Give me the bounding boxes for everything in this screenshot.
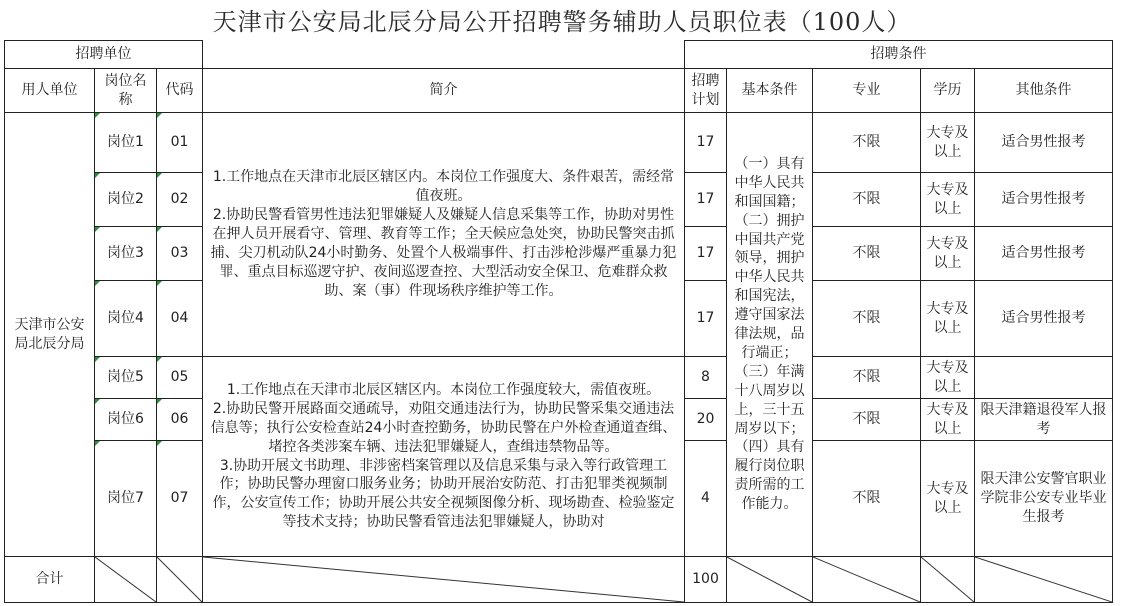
header-code: 代码 [157,69,203,113]
header-position-name: 岗位名称 [95,69,157,113]
row-6-major: 不限 [813,399,921,441]
row-4-other: 适合男性报考 [975,281,1113,357]
row-3-other: 适合男性报考 [975,227,1113,281]
row-4-education: 大专及以上 [921,281,975,357]
page-title: 天津市公安局北辰分局公开招聘警务辅助人员职位表（100人） [212,8,912,36]
total-basic-empty [727,557,813,603]
row-7-other: 限天津公安警官职业学院非公安专业毕业生报考 [975,441,1113,557]
row-2-code: 02 [157,173,203,227]
total-plan: 100 [685,557,727,603]
row-1-other: 适合男性报考 [975,113,1113,173]
header-employer: 用人单位 [5,69,95,113]
row-6-code: 06 [157,399,203,441]
basic-conditions: （一）具有中华人民共和国国籍；（二）拥护中国共产党领导，拥护中华人民共和国宪法，遵守国家法律法规，品行端正；（三）年满十八周岁以上，三十五周岁以下；（四）具有履行岗位职责所需的工作能力。 [727,113,813,557]
total-intro-empty [203,557,685,603]
intro-group-b: 1.工作地点在天津市北辰区辖区内。本岗位工作强度较大，需值夜班。 2.协助民警开展路面交通疏导，劝阻交通违法行为，协助民警采集交通违法信息等；执行公安检查站24小时查控勤务，协助民警在户外检查通道查缉、堵控各类涉案车辆、违法犯罪嫌疑人，查缉违禁物品等。 3.协助开展文书助理、非涉密档案管理以及信息采集与录入等行政管理工作；协助民警办理窗口服务业务；协助开展治安防范、打击犯罪类视频制作，公安宣传工作；协助开展公共安全视频图像分析、现场勘查、检验鉴定等技术支持；协助民警看管违法犯罪嫌疑人，协助对 [203,357,685,557]
total-code-empty [157,557,203,603]
intro-group-a: 1.工作地点在天津市北辰区辖区内。本岗位工作强度大、条件艰苦，需经常值夜班。 2.协助民警看管男性违法犯罪嫌疑人及嫌疑人信息采集等工作，协助对男性在押人员开展看守、管理、教育等工作；全天候应急处突，协助民警突击抓捕、尖刀机动队24小时勤务、处置个人极端事件、打击涉枪涉爆严重暴力犯罪、重点目标巡逻守护、夜间巡逻查控、大型活动安全保卫、危难群众救助、案（事）件现场秩序维护等工作。 [203,113,685,357]
header-education: 学历 [921,69,975,113]
row-3-major: 不限 [813,227,921,281]
row-3-position: 岗位3 [95,227,157,281]
row-5-position: 岗位5 [95,357,157,399]
total-other-empty [975,557,1113,603]
header-recruit-unit: 招聘单位 [5,41,203,69]
header-intro: 简介 [203,69,685,113]
row-2-other: 适合男性报考 [975,173,1113,227]
row-3-code: 03 [157,227,203,281]
position-table [4,40,1113,603]
row-6-position: 岗位6 [95,399,157,441]
total-label: 合计 [5,557,95,603]
total-position-empty [95,557,157,603]
row-4-position: 岗位4 [95,281,157,357]
row-7-position: 岗位7 [95,441,157,557]
header-basic: 基本条件 [727,69,813,113]
row-5-education: 大专及以上 [921,357,975,399]
row-6-plan: 20 [685,399,727,441]
row-7-code: 07 [157,441,203,557]
row-7-plan: 4 [685,441,727,557]
row-4-code: 04 [157,281,203,357]
header-plan: 招聘计划 [685,69,727,113]
row-3-plan: 17 [685,227,727,281]
row-5-code: 05 [157,357,203,399]
row-4-plan: 17 [685,281,727,357]
row-1-code: 01 [157,113,203,173]
header-recruit-conditions: 招聘条件 [685,41,1113,69]
employer-cell: 天津市公安局北辰分局 [5,113,95,557]
row-3-education: 大专及以上 [921,227,975,281]
row-5-plan: 8 [685,357,727,399]
row-7-major: 不限 [813,441,921,557]
row-1-major: 不限 [813,113,921,173]
row-7-education: 大专及以上 [921,441,975,557]
row-2-plan: 17 [685,173,727,227]
row-1-plan: 17 [685,113,727,173]
row-1-position: 岗位1 [95,113,157,173]
total-major-empty [813,557,921,603]
row-2-education: 大专及以上 [921,173,975,227]
row-2-position: 岗位2 [95,173,157,227]
total-education-empty [921,557,975,603]
row-6-education: 大专及以上 [921,399,975,441]
header-major: 专业 [813,69,921,113]
row-2-major: 不限 [813,173,921,227]
header-other: 其他条件 [975,69,1113,113]
row-6-other: 限天津籍退役军人报考 [975,399,1113,441]
row-4-major: 不限 [813,281,921,357]
row-5-other [975,357,1113,399]
row-5-major: 不限 [813,357,921,399]
header-blank [203,41,685,69]
row-1-education: 大专及以上 [921,113,975,173]
